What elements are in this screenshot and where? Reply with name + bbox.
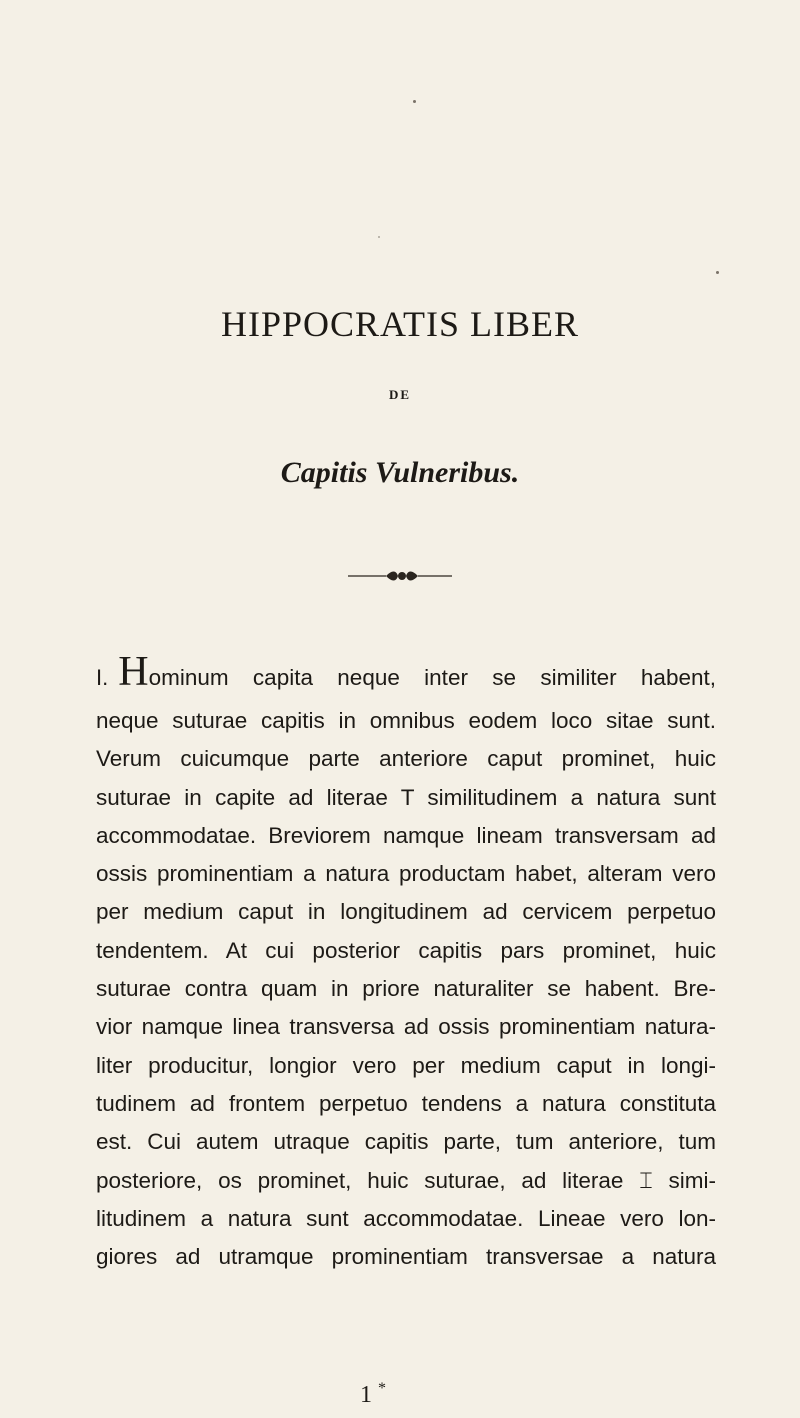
paper-speck	[413, 100, 416, 103]
text-line: tendentem. At cui posterior capitis pars prominet, huic	[96, 937, 716, 963]
text-line: neque suturae capitis in omnibus eodem loco sitae sunt.	[96, 708, 716, 733]
signature-number: 1	[360, 1382, 372, 1408]
text-line: est. Cui autem utraque capitis parte, tum anteriore, tum	[96, 1129, 716, 1155]
signature-mark	[360, 1380, 386, 1409]
first-line	[96, 649, 716, 702]
book-subtitle: Capitis Vulneribus.	[280, 456, 520, 489]
text-line: accommodatae. Breviorem namque lineam transversam ad	[96, 822, 716, 848]
section-number: I.	[96, 665, 109, 690]
text-line: suturae contra quam in priore naturaliter se habent. Bre-	[96, 976, 716, 1002]
paper-speck	[378, 236, 380, 238]
text-line: suturae in capite ad literae T similitudinem a natura sunt	[96, 784, 716, 810]
text-line: posteriore, os prominet, huic suturae, ad literae ⌶ simi-	[96, 1167, 716, 1193]
ornament-divider	[340, 566, 460, 586]
drop-cap: H	[118, 649, 149, 695]
text-line: per medium caput in longitudinem ad cervicem perpetuo	[96, 899, 716, 925]
text-line: vior namque linea transversa ad ossis prominentiam natura-	[96, 1014, 716, 1040]
paper-speck	[716, 271, 719, 274]
text-line: ossis prominentiam a natura productam habet, alteram vero	[96, 861, 716, 887]
title-connector: DE	[388, 387, 412, 402]
text-line: Verum cuicumque parte anteriore caput prominet, huic	[96, 746, 716, 772]
first-line-text: ominum capita neque inter se similiter habent,	[148, 665, 716, 690]
text-line: tudinem ad frontem perpetuo tendens a natura constituta	[96, 1090, 716, 1116]
text-line: giores ad utramque prominentiam transversae a natura	[96, 1244, 716, 1270]
body-text	[96, 649, 716, 1276]
text-line: liter producitur, longior vero per medium caput in longi-	[96, 1052, 716, 1078]
signature-asterisk: *	[378, 1380, 386, 1397]
text-line: litudinem a natura sunt accommodatae. Lineae vero lon-	[96, 1205, 716, 1231]
book-title: HIPPOCRATIS LIBER	[220, 304, 580, 344]
